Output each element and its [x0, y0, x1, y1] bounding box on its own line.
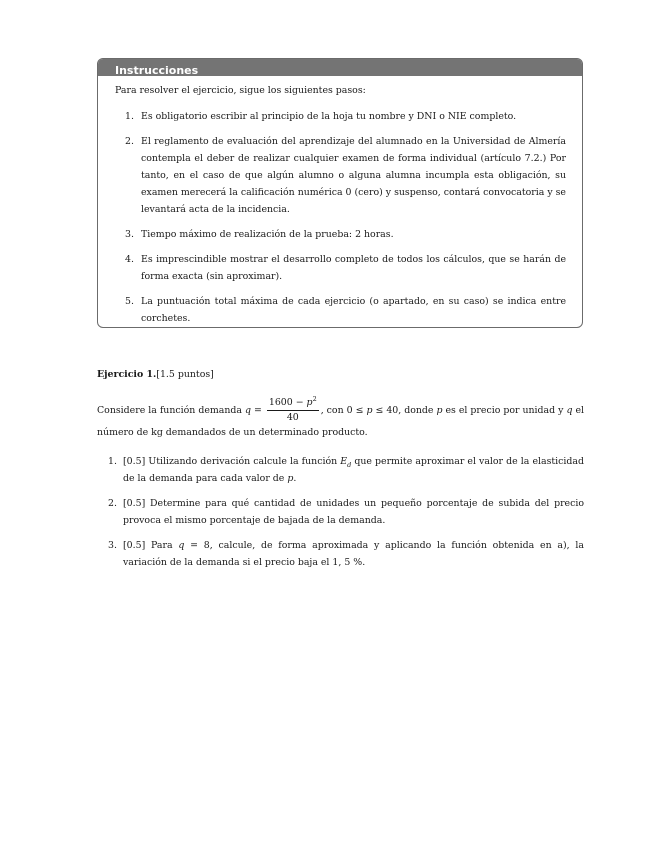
var-p: p: [306, 397, 313, 408]
fraction-numerator: [267, 394, 319, 411]
instructions-header: [98, 59, 582, 76]
item-text: [0.5] Determine para qué cantidad de unidades un pequeño porcentaje de subida del precio provoca el mismo porcentaje de bajada de la demanda.: [123, 498, 584, 526]
equals-sign: =: [251, 405, 265, 416]
item-number: 2.: [108, 498, 117, 509]
subscript-d: d: [347, 460, 352, 469]
var-p: p: [366, 405, 373, 416]
intro-text: el número de kg demandados de un determinado producto.: [97, 405, 585, 438]
list-item: [97, 495, 584, 529]
list-item: [97, 537, 584, 571]
var-q: q: [178, 540, 185, 551]
list-item: [115, 251, 566, 285]
exercise-heading: [97, 366, 584, 383]
fraction-denominator: 40: [286, 412, 299, 423]
item-text: El reglamento de evaluación del aprendizaje del alumnado en la Universidad de Almería contempla el deber de realizar cualquier examen de forma individual (artículo 7.2.) Por tanto, en el caso de que algún alumno o alguna alumna incumpla esta obligación, su examen merecerá la calificación numérica 0 (cero) y suspenso, contará convocatoria y se levantará acta de la incidencia.: [141, 136, 566, 215]
item-number: 4.: [125, 254, 134, 265]
intro-text: ≤ 40, donde: [372, 405, 437, 416]
exponent: 2: [312, 394, 317, 403]
numerator-text: 1600 −: [268, 397, 307, 408]
item-text: Tiempo máximo de realización de la prueba: 2 horas.: [141, 229, 394, 240]
list-item: [115, 133, 566, 218]
item-number: 1.: [108, 456, 117, 467]
var-p: p: [287, 473, 294, 484]
item-text: Es obligatorio escribir al principio de la hoja tu nombre y DNI o NIE completo.: [141, 111, 517, 122]
exercise-intro: [97, 394, 585, 441]
item-text: [0.5] Para: [123, 540, 179, 551]
demand-fraction: [267, 394, 319, 424]
item-text: que permite aproximar el valor de la elasticidad de la demanda para cada valor de: [123, 456, 584, 484]
exercise-parts: [97, 453, 584, 571]
item-number: 3.: [125, 229, 134, 240]
item-number: 5.: [125, 296, 134, 307]
list-item: [97, 453, 584, 487]
var-p: p: [436, 405, 443, 416]
instructions-body: [98, 76, 582, 327]
intro-text: Considere la función demanda: [97, 405, 245, 416]
intro-text: , con 0 ≤: [320, 405, 367, 416]
item-text: Es imprescindible mostrar el desarrollo completo de todos los cálculos, que se harán de forma exacta (sin aproximar).: [141, 254, 566, 282]
item-number: 1.: [125, 111, 134, 122]
exercise-section: [97, 366, 584, 579]
var-q: q: [244, 405, 251, 416]
item-text: La puntuación total máxima de cada ejercicio (o apartado, en su caso) se indica entre corchetes.: [141, 296, 566, 324]
var-e: E: [340, 456, 348, 467]
exercise-title: Ejercicio 1.: [97, 369, 157, 380]
instructions-box: [97, 58, 583, 328]
list-item: [115, 226, 566, 243]
instructions-title: Instrucciones: [115, 64, 199, 77]
item-text: .: [293, 473, 297, 484]
item-text: [0.5] Utilizando derivación calcule la función: [123, 456, 341, 467]
var-q: q: [566, 405, 573, 416]
instructions-intro: Para resolver el ejercicio, sigue los siguientes pasos:: [115, 85, 366, 96]
list-item: [115, 108, 566, 125]
instructions-list: [115, 108, 566, 327]
intro-text: es el precio por unidad y: [442, 405, 567, 416]
exercise-points: [1.5 puntos]: [156, 369, 214, 380]
list-item: [115, 293, 566, 327]
item-number: 3.: [108, 540, 117, 551]
item-text: = 8, calcule, de forma aproximada y aplicando la función obtenida en a), la variación de la demanda si el precio baja el 1, 5 %.: [123, 540, 584, 568]
item-number: 2.: [125, 136, 134, 147]
